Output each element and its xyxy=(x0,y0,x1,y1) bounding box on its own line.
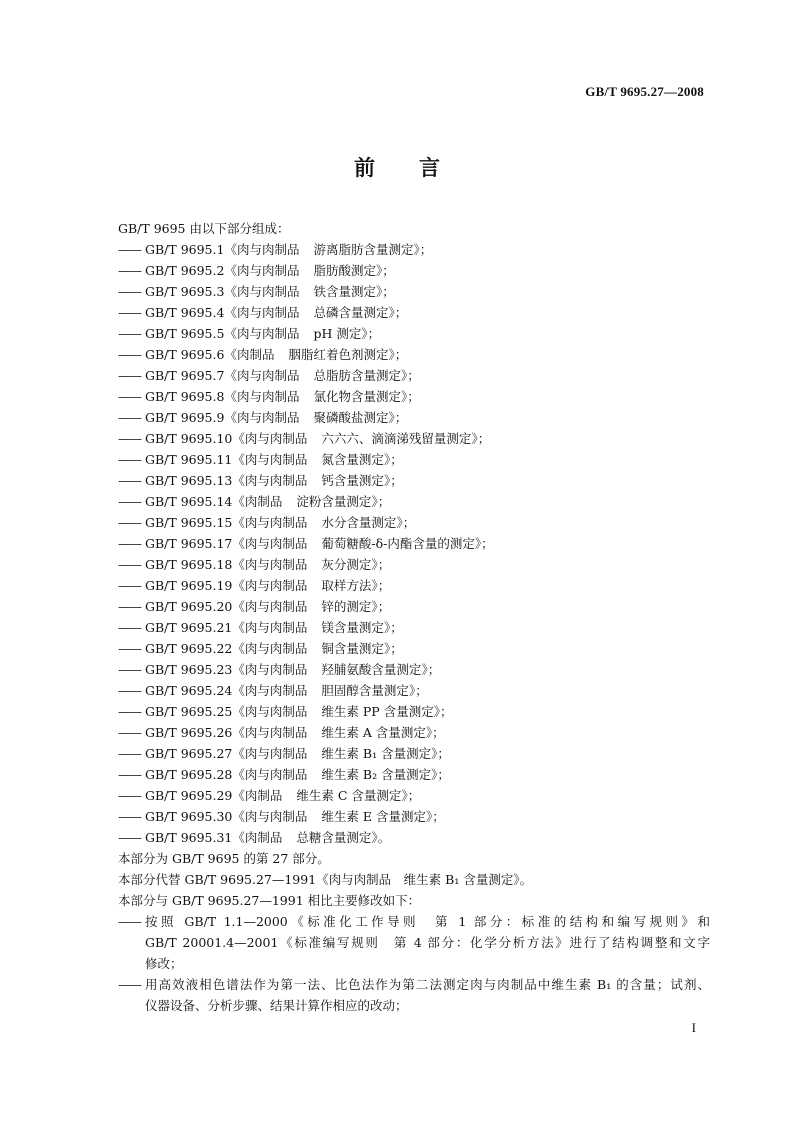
part-list-item xyxy=(118,344,710,365)
open-bracket: 《 xyxy=(224,347,237,362)
open-bracket: 《 xyxy=(232,599,245,614)
dash-mark: —— xyxy=(118,767,141,782)
part-title: 总磷含量测定 xyxy=(313,305,389,320)
page-number: I xyxy=(691,1020,696,1035)
close-bracket: 》； xyxy=(388,305,408,320)
close-bracket: 》； xyxy=(400,389,420,404)
part-title: 维生素 B₂ 含量测定 xyxy=(321,767,432,782)
close-bracket: 》； xyxy=(401,788,421,803)
part-number: GB/T 9695.6 xyxy=(145,347,225,362)
part-category: 肉与肉制品 xyxy=(244,809,308,824)
part-number: GB/T 9695.9 xyxy=(145,410,225,425)
part-title: 总糖含量测定 xyxy=(296,830,372,845)
dash-mark: —— xyxy=(118,242,141,257)
part-title: 六六六、滴滴涕残留量测定 xyxy=(321,431,472,446)
change-item xyxy=(118,974,710,1016)
part-title: 氮含量测定 xyxy=(321,452,384,467)
part-number: GB/T 9695.29 xyxy=(145,788,233,803)
part-category: 肉与肉制品 xyxy=(244,515,308,530)
paragraph-part-number: 本部分为 GB/T 9695 的第 27 部分。 xyxy=(118,851,330,866)
close-bracket: 》。 xyxy=(371,830,391,845)
dash-mark: —— xyxy=(118,557,141,572)
part-title: 脂肪酸测定 xyxy=(313,263,376,278)
dash-mark: —— xyxy=(118,515,141,530)
part-list-item xyxy=(118,533,710,554)
parts-list xyxy=(118,239,710,848)
part-number: GB/T 9695.17 xyxy=(145,536,233,551)
part-list-item xyxy=(118,806,710,827)
part-number: GB/T 9695.20 xyxy=(145,599,233,614)
change-text-line: 用高效液相色谱法作为第一法、比色法作为第二法测定肉与肉制品中维生素 B₁ 的含量；试剂、 xyxy=(145,977,710,992)
part-number: GB/T 9695.18 xyxy=(145,557,233,572)
part-category: 肉与肉制品 xyxy=(236,242,300,257)
dash-mark: —— xyxy=(118,431,141,446)
part-category: 肉与肉制品 xyxy=(236,368,300,383)
open-bracket: 《 xyxy=(224,410,237,425)
close-bracket: 》； xyxy=(471,431,491,446)
open-bracket: 《 xyxy=(232,725,245,740)
dash-mark: —— xyxy=(118,494,141,509)
open-bracket: 《 xyxy=(232,431,245,446)
section-title: 前言 xyxy=(354,155,484,180)
close-bracket: 》； xyxy=(413,242,433,257)
close-bracket: 》； xyxy=(474,536,494,551)
close-bracket: 》； xyxy=(400,368,420,383)
open-bracket: 《 xyxy=(232,620,245,635)
part-title: 水分含量测定 xyxy=(321,515,397,530)
part-list-item xyxy=(118,827,710,848)
part-number: GB/T 9695.30 xyxy=(145,809,233,824)
part-title: 游离脂肪含量测定 xyxy=(313,242,414,257)
part-title: 胭脂红着色剂测定 xyxy=(288,347,389,362)
dash-mark: —— xyxy=(118,368,141,383)
close-bracket: 》； xyxy=(383,452,403,467)
part-title: 维生素 A 含量测定 xyxy=(321,725,426,740)
dash-mark: —— xyxy=(118,809,141,824)
part-title: pH 测定 xyxy=(313,326,362,341)
dash-mark: —— xyxy=(118,704,141,719)
dash-mark: —— xyxy=(118,746,141,761)
part-number: GB/T 9695.26 xyxy=(145,725,233,740)
part-list-item xyxy=(118,428,710,449)
dash-mark: —— xyxy=(118,305,141,320)
paragraph-replaces: 本部分代替 GB/T 9695.27—1991《肉与肉制品 维生素 B₁ 含量测定》。 xyxy=(118,872,533,887)
close-bracket: 》； xyxy=(433,704,453,719)
part-list-item xyxy=(118,260,710,281)
dash-mark: —— xyxy=(118,788,141,803)
open-bracket: 《 xyxy=(224,263,237,278)
part-category: 肉与肉制品 xyxy=(236,284,300,299)
change-text-line: 按照 GB/T 1.1—2000《标准化工作导则 第 1 部分：标准的结构和编写规则》和 xyxy=(145,914,710,929)
open-bracket: 《 xyxy=(224,368,237,383)
change-item xyxy=(118,911,710,974)
part-category: 肉与肉制品 xyxy=(244,557,308,572)
part-title: 铜含量测定 xyxy=(321,641,384,656)
part-category: 肉与肉制品 xyxy=(236,326,300,341)
part-title: 铁含量测定 xyxy=(313,284,376,299)
part-title: 取样方法 xyxy=(321,578,372,593)
part-title: 聚磷酸盐测定 xyxy=(313,410,389,425)
close-bracket: 》； xyxy=(421,662,441,677)
dash-mark: —— xyxy=(118,410,141,425)
open-bracket: 《 xyxy=(232,452,245,467)
part-list-item xyxy=(118,239,710,260)
part-category: 肉与肉制品 xyxy=(244,704,308,719)
close-bracket: 》； xyxy=(371,557,391,572)
close-bracket: 》； xyxy=(375,263,395,278)
part-category: 肉与肉制品 xyxy=(244,431,308,446)
part-title: 锌的测定 xyxy=(321,599,372,614)
part-list-item xyxy=(118,281,710,302)
part-category: 肉与肉制品 xyxy=(244,662,308,677)
part-list-item xyxy=(118,596,710,617)
close-bracket: 》； xyxy=(408,683,428,698)
part-list-item xyxy=(118,743,710,764)
close-bracket: 》； xyxy=(426,809,445,824)
part-list-item xyxy=(118,491,710,512)
part-number: GB/T 9695.2 xyxy=(145,263,225,278)
open-bracket: 《 xyxy=(232,809,245,824)
open-bracket: 《 xyxy=(232,746,245,761)
part-title: 淀粉含量测定 xyxy=(296,494,372,509)
part-list-item xyxy=(118,323,710,344)
open-bracket: 《 xyxy=(232,704,245,719)
change-text-line: 修改； xyxy=(145,956,183,971)
open-bracket: 《 xyxy=(232,578,245,593)
part-title: 羟脯氨酸含量测定 xyxy=(321,662,422,677)
part-list-item xyxy=(118,785,710,806)
dash-mark: —— xyxy=(118,284,141,299)
part-number: GB/T 9695.22 xyxy=(145,641,233,656)
part-number: GB/T 9695.7 xyxy=(145,368,225,383)
part-number: GB/T 9695.8 xyxy=(145,389,225,404)
part-category: 肉与肉制品 xyxy=(244,746,308,761)
paragraph-changes-intro: 本部分与 GB/T 9695.27—1991 相比主要修改如下： xyxy=(118,893,421,908)
part-number: GB/T 9695.13 xyxy=(145,473,233,488)
part-title: 氯化物含量测定 xyxy=(313,389,401,404)
part-list-item xyxy=(118,617,710,638)
part-list-item xyxy=(118,407,710,428)
part-category: 肉与肉制品 xyxy=(244,641,308,656)
intro-text: GB/T 9695 由以下部分组成： xyxy=(118,221,290,236)
open-bracket: 《 xyxy=(232,536,245,551)
part-list-item xyxy=(118,722,710,743)
part-category: 肉与肉制品 xyxy=(244,767,308,782)
part-category: 肉与肉制品 xyxy=(244,683,308,698)
part-list-item xyxy=(118,659,710,680)
close-bracket: 》； xyxy=(371,494,391,509)
dash-mark: —— xyxy=(118,263,141,278)
part-number: GB/T 9695.10 xyxy=(145,431,233,446)
close-bracket: 》； xyxy=(375,284,395,299)
dash-mark: —— xyxy=(118,536,141,551)
part-list-item xyxy=(118,701,710,722)
part-category: 肉与肉制品 xyxy=(244,578,308,593)
part-category: 肉与肉制品 xyxy=(244,725,308,740)
part-category: 肉与肉制品 xyxy=(236,389,300,404)
open-bracket: 《 xyxy=(224,242,237,257)
part-category: 肉制品 xyxy=(236,347,275,362)
part-number: GB/T 9695.11 xyxy=(145,452,233,467)
close-bracket: 》； xyxy=(431,767,450,782)
open-bracket: 《 xyxy=(232,641,245,656)
open-bracket: 《 xyxy=(232,683,245,698)
part-category: 肉与肉制品 xyxy=(244,620,308,635)
part-list-item xyxy=(118,365,710,386)
dash-mark: —— xyxy=(118,326,141,341)
part-category: 肉与肉制品 xyxy=(236,263,300,278)
part-category: 肉与肉制品 xyxy=(244,599,308,614)
part-category: 肉与肉制品 xyxy=(244,452,308,467)
close-bracket: 》； xyxy=(361,326,381,341)
dash-mark: —— xyxy=(118,620,141,635)
part-list-item xyxy=(118,764,710,785)
part-number: GB/T 9695.28 xyxy=(145,767,233,782)
dash-mark: —— xyxy=(118,683,141,698)
close-bracket: 》； xyxy=(425,725,445,740)
part-number: GB/T 9695.14 xyxy=(145,494,233,509)
part-category: 肉制品 xyxy=(244,788,283,803)
dash-mark: —— xyxy=(118,347,141,362)
open-bracket: 《 xyxy=(232,473,245,488)
open-bracket: 《 xyxy=(232,557,245,572)
open-bracket: 《 xyxy=(232,662,245,677)
open-bracket: 《 xyxy=(224,284,237,299)
part-number: GB/T 9695.31 xyxy=(145,830,233,845)
part-number: GB/T 9695.15 xyxy=(145,515,233,530)
part-list-item xyxy=(118,575,710,596)
dash-mark: —— xyxy=(118,662,141,677)
part-title: 维生素 E 含量测定 xyxy=(321,809,426,824)
part-list-item xyxy=(118,302,710,323)
part-number: GB/T 9695.5 xyxy=(145,326,225,341)
close-bracket: 》； xyxy=(383,620,403,635)
document-body xyxy=(118,218,710,1016)
open-bracket: 《 xyxy=(232,767,245,782)
part-title: 总脂肪含量测定 xyxy=(313,368,401,383)
open-bracket: 《 xyxy=(232,788,245,803)
part-number: GB/T 9695.4 xyxy=(145,305,225,320)
part-number: GB/T 9695.21 xyxy=(145,620,233,635)
open-bracket: 《 xyxy=(232,494,245,509)
close-bracket: 》； xyxy=(388,347,408,362)
part-list-item xyxy=(118,449,710,470)
dash-mark: —— xyxy=(118,641,141,656)
dash-mark: —— xyxy=(118,473,141,488)
open-bracket: 《 xyxy=(224,326,237,341)
open-bracket: 《 xyxy=(224,389,237,404)
part-category: 肉与肉制品 xyxy=(244,473,308,488)
dash-mark: —— xyxy=(118,977,141,992)
part-number: GB/T 9695.24 xyxy=(145,683,233,698)
part-category: 肉与肉制品 xyxy=(244,536,308,551)
standard-code: GB/T 9695.27—2008 xyxy=(585,84,704,99)
part-number: GB/T 9695.3 xyxy=(145,284,225,299)
part-number: GB/T 9695.25 xyxy=(145,704,233,719)
dash-mark: —— xyxy=(118,578,141,593)
part-number: GB/T 9695.19 xyxy=(145,578,233,593)
part-category: 肉制品 xyxy=(244,830,283,845)
part-list-item xyxy=(118,680,710,701)
dash-mark: —— xyxy=(118,452,141,467)
close-bracket: 》； xyxy=(388,410,408,425)
close-bracket: 》； xyxy=(371,599,391,614)
dash-mark: —— xyxy=(118,725,141,740)
part-category: 肉与肉制品 xyxy=(236,305,300,320)
part-title: 钙含量测定 xyxy=(321,473,384,488)
close-bracket: 》； xyxy=(431,746,450,761)
open-bracket: 《 xyxy=(232,830,245,845)
dash-mark: —— xyxy=(118,914,141,929)
part-title: 镁含量测定 xyxy=(321,620,384,635)
open-bracket: 《 xyxy=(232,515,245,530)
part-list-item xyxy=(118,638,710,659)
part-title: 灰分测定 xyxy=(321,557,372,572)
part-number: GB/T 9695.27 xyxy=(145,746,233,761)
part-title: 维生素 C 含量测定 xyxy=(296,788,402,803)
part-list-item xyxy=(118,470,710,491)
open-bracket: 《 xyxy=(224,305,237,320)
dash-mark: —— xyxy=(118,830,141,845)
part-category: 肉与肉制品 xyxy=(236,410,300,425)
part-list-item xyxy=(118,512,710,533)
change-text-line: 仪器设备、分析步骤、结果计算作相应的改动； xyxy=(145,998,408,1013)
close-bracket: 》； xyxy=(371,578,391,593)
close-bracket: 》； xyxy=(383,641,403,656)
part-number: GB/T 9695.1 xyxy=(145,242,225,257)
part-category: 肉制品 xyxy=(244,494,283,509)
part-list-item xyxy=(118,554,710,575)
close-bracket: 》； xyxy=(396,515,416,530)
part-list-item xyxy=(118,386,710,407)
part-title: 维生素 PP 含量测定 xyxy=(321,704,434,719)
part-title: 维生素 B₁ 含量测定 xyxy=(321,746,432,761)
change-text-line: GB/T 20001.4—2001《标准编写规则 第 4 部分：化学分析方法》进行了结构调整和文字 xyxy=(145,935,710,950)
part-title: 葡萄糖酸-δ-内酯含量的测定 xyxy=(321,536,475,551)
dash-mark: —— xyxy=(118,389,141,404)
dash-mark: —— xyxy=(118,599,141,614)
part-title: 胆固醇含量测定 xyxy=(321,683,409,698)
part-number: GB/T 9695.23 xyxy=(145,662,233,677)
close-bracket: 》； xyxy=(383,473,403,488)
